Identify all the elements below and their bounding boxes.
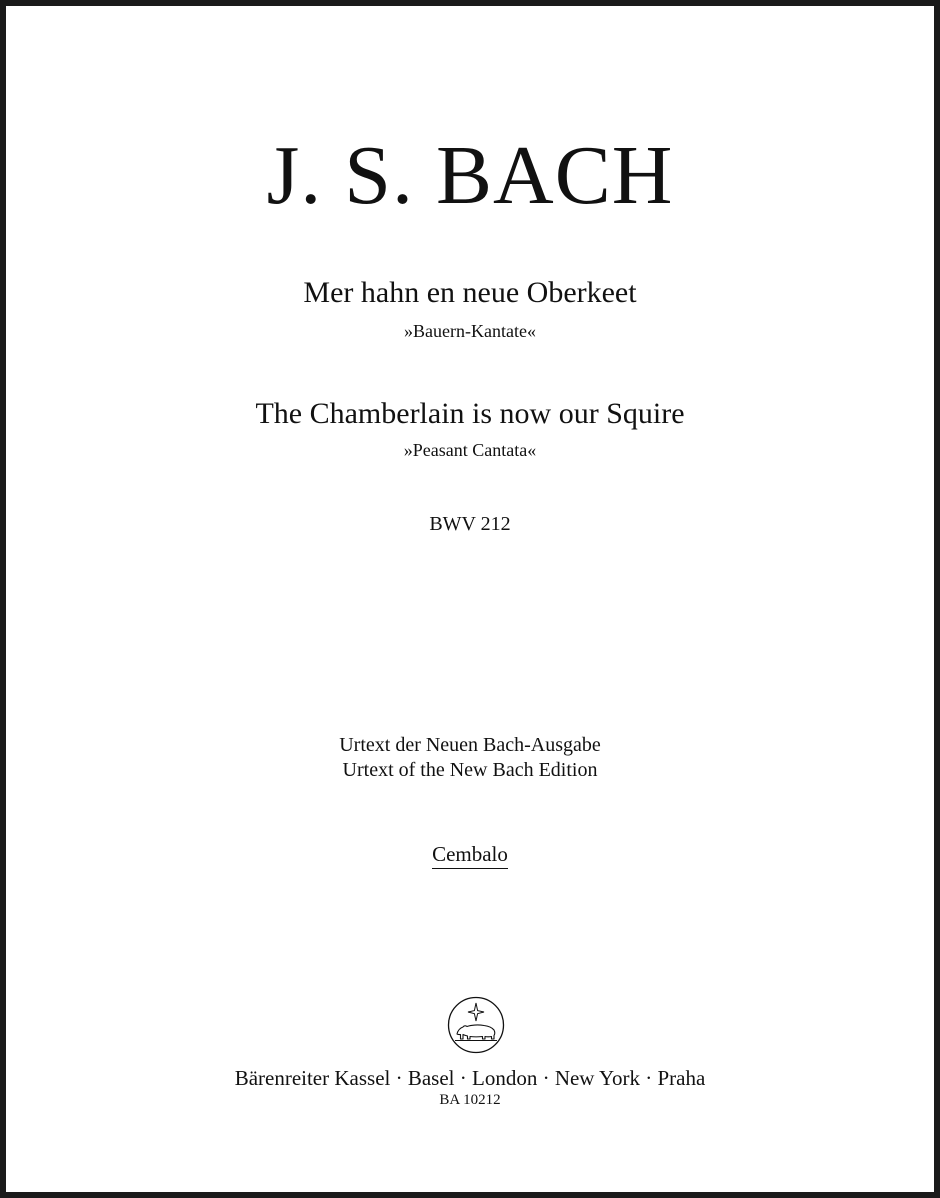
composer-name: J. S. BACH xyxy=(266,129,674,222)
title-english: The Chamberlain is now our Squire xyxy=(255,397,685,430)
subtitle-english: »Peasant Cantata« xyxy=(403,440,537,460)
baerenreiter-bear-star-logo-icon xyxy=(447,996,505,1054)
catalog-number: BWV 212 xyxy=(429,513,511,535)
order-number: BA 10212 xyxy=(439,1092,501,1108)
subtitle-german: »Bauern-Kantate« xyxy=(404,321,536,341)
instrument-part xyxy=(6,844,934,869)
urtext-note-german: Urtext der Neuen Bach-Ausgabe xyxy=(339,734,601,756)
publisher-line: Bärenreiter Kassel · Basel · London · New York · Praha xyxy=(234,1066,706,1090)
title-german: Mer hahn en neue Oberkeet xyxy=(303,276,637,309)
urtext-note-english: Urtext of the New Bach Edition xyxy=(342,759,598,781)
instrument-label: Cembalo xyxy=(432,844,508,869)
